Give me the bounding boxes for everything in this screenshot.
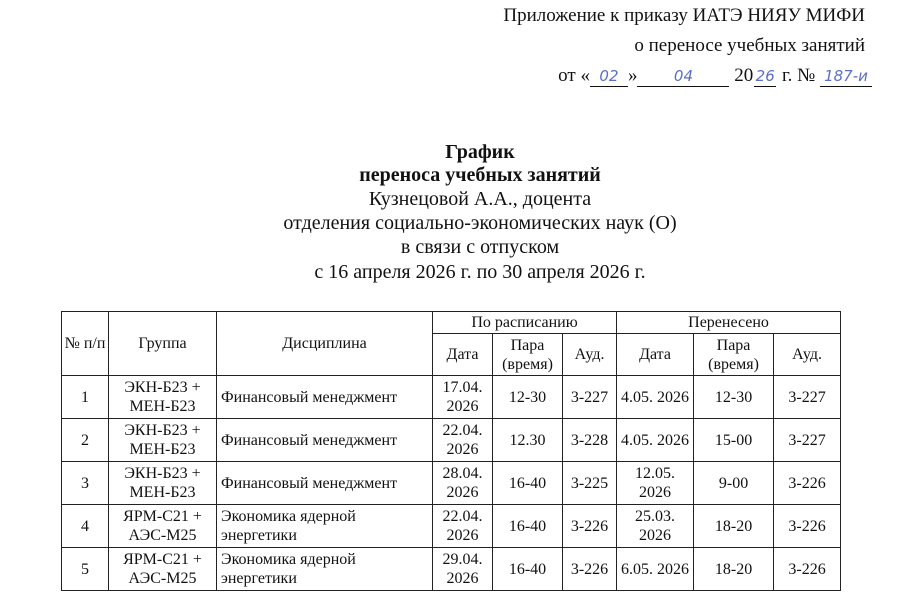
handwritten-year: 26 [754,64,776,88]
appendix-line: Приложение к приказу ИАТЭ НИЯУ МИФИ [503,5,865,26]
handwritten-month: 04 [637,64,729,88]
row-new-date: 25.03. 2026 [617,505,694,548]
row-room: 3-225 [563,462,617,505]
row-new-date: 6.05. 2026 [617,548,694,591]
row-discipline: Экономика ядерной энергетики [217,548,433,591]
header-pair: Пара (время) [493,334,563,376]
row-discipline: Финансовый менеджмент [217,419,433,462]
row-date: 28.04. 2026 [433,462,493,505]
row-pair: 16-40 [493,548,563,591]
row-group: ЭКН-Б23 + МЕН-Б23 [109,462,217,505]
row-new-room: 3-226 [774,462,841,505]
row-new-pair: 18-20 [694,548,774,591]
row-num: 1 [62,376,109,419]
document-title-block [140,0,820,300]
row-date: 17.04. 2026 [433,376,493,419]
row-pair: 12.30 [493,419,563,462]
row-new-room: 3-227 [774,419,841,462]
header-new-room: Ауд. [774,334,841,376]
teacher-name: Кузнецовой А.А., доцента [368,188,592,210]
row-group: ЭКН-Б23 + МЕН-Б23 [109,376,217,419]
row-group: ЯРМ-С21 + АЭС-М25 [109,505,217,548]
quote-close: » [627,65,638,86]
table-row [62,505,841,548]
header-group: Группа [109,312,217,376]
row-discipline: Финансовый менеджмент [217,462,433,505]
row-new-date: 12.05. 2026 [617,462,694,505]
header-discipline: Дисциплина [217,312,433,376]
row-discipline: Финансовый менеджмент [217,376,433,419]
header-scheduled: По расписанию [433,312,617,334]
row-num: 3 [62,462,109,505]
row-new-pair: 18-20 [694,505,774,548]
table-row [62,376,841,419]
row-date: 22.04. 2026 [433,419,493,462]
row-new-date: 4.05. 2026 [617,419,694,462]
row-room: 3-228 [563,419,617,462]
row-new-date: 4.05. 2026 [617,376,694,419]
row-num: 5 [62,548,109,591]
document-subtitle: переноса учебных занятий [359,164,601,186]
row-new-pair: 15-00 [694,419,774,462]
reason-line: в связи с отпуском [400,236,560,258]
year-prefix: 20 [734,65,754,86]
row-room: 3-227 [563,376,617,419]
year-suffix: г. № [777,65,816,86]
row-group: ЭКН-Б23 + МЕН-Б23 [109,419,217,462]
row-room: 3-226 [563,548,617,591]
department-name: отделения социально-экономических наук (О) [283,212,677,234]
header-moved: Перенесено [617,312,841,334]
header-new-pair: Пара (время) [694,334,774,376]
row-num: 2 [62,419,109,462]
handwritten-order-number: 187-и [820,64,872,88]
schedule-table [61,311,841,591]
header-date: Дата [433,334,493,376]
handwritten-day: 02 [590,64,628,88]
row-pair: 12-30 [493,376,563,419]
row-new-pair: 12-30 [694,376,774,419]
row-new-room: 3-226 [774,548,841,591]
period-line: с 16 апреля 2026 г. по 30 апреля 2026 г. [314,261,646,283]
row-discipline: Экономика ядерной энергетики [217,505,433,548]
row-room: 3-226 [563,505,617,548]
table-row [62,462,841,505]
row-num: 4 [62,505,109,548]
row-date: 29.04. 2026 [433,548,493,591]
row-new-room: 3-227 [774,376,841,419]
header-new-date: Дата [617,334,694,376]
row-new-pair: 9-00 [694,462,774,505]
row-pair: 16-40 [493,505,563,548]
row-new-room: 3-226 [774,505,841,548]
appendix-subject-line: о переносе учебных занятий [634,35,865,56]
header-room: Ауд. [563,334,617,376]
header-num: № п/п [62,312,109,376]
table-row [62,548,841,591]
document-title: График [445,141,515,163]
row-pair: 16-40 [493,462,563,505]
row-date: 22.04. 2026 [433,505,493,548]
from-prefix: от « [558,65,590,86]
table-row [62,419,841,462]
row-group: ЯРМ-С21 + АЭС-М25 [109,548,217,591]
